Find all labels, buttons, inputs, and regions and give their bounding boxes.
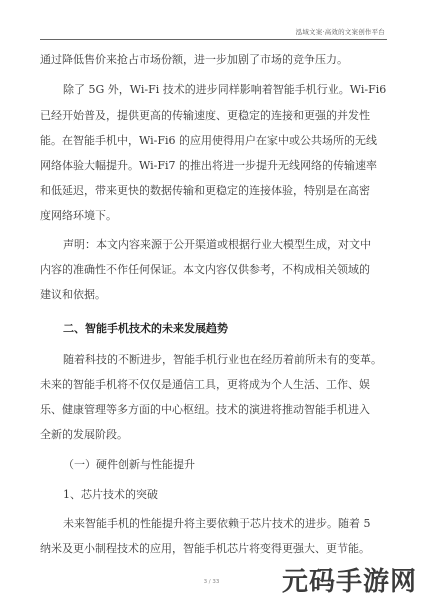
text-line: 未来的智能手机将不仅仅是通信工具，更将成为个人生活、工作、娱 (40, 378, 370, 391)
disclaimer-line: 内容的准确性不作任何保证。本文内容仅供参考，不构成相关领域的 (40, 263, 370, 276)
text-line: 已经开始普及，提供更高的传输速度、更稳定的连接和更强的并发性 (40, 109, 370, 122)
subsection-heading: （一）硬件创新与性能提升 (63, 458, 195, 471)
text-line: 网络体验大幅提升。Wi-Fi7 的推出将进一步提升无线网络的传输速率 (40, 159, 377, 172)
page-number: 3 / 33 (203, 579, 220, 585)
text-line: 纳米及更小制程技术的应用，智能手机芯片将变得更强大、更节能。 (40, 542, 370, 555)
subsection-heading: 1、芯片技术的突破 (63, 488, 158, 501)
text-line: 未来智能手机的性能提升将主要依赖于芯片技术的进步。随着 5 (63, 517, 371, 530)
text-line: 随着科技的不断进步，智能手机行业也在经历着前所未有的变革。 (63, 353, 382, 366)
disclaimer-line: 建议和依据。 (40, 288, 106, 301)
text-line: 乐、健康管理等多方面的中心枢纽。技术的演进将推动智能手机进入 (40, 403, 370, 416)
header-title: 泓域文案·高效的文案创作平台 (295, 28, 385, 36)
site-watermark: 元码手游网 (281, 567, 417, 597)
text-line: 能。在智能手机中，Wi-Fi6 的应用使得用户在家中或公共场所的无线 (40, 134, 377, 147)
text-line: 除了 5G 外，Wi-Fi 技术的进步同样影响着智能手机行业。Wi-Fi6 (63, 83, 387, 96)
text-line: 全新的发展阶段。 (40, 428, 128, 441)
disclaimer-line: 声明：本文内容来源于公开渠道或根据行业大模型生成，对文中 (63, 238, 371, 251)
text-line: 通过降低售价来抢占市场份额，进一步加剧了市场的竞争压力。 (40, 53, 348, 66)
section-heading: 二、智能手机技术的未来发展趋势 (63, 322, 228, 335)
text-line: 和低延迟，带来更快的数据传输和更稳定的连接体验，特别是在高密 (40, 184, 370, 197)
text-line: 度网络环境下。 (40, 209, 117, 222)
